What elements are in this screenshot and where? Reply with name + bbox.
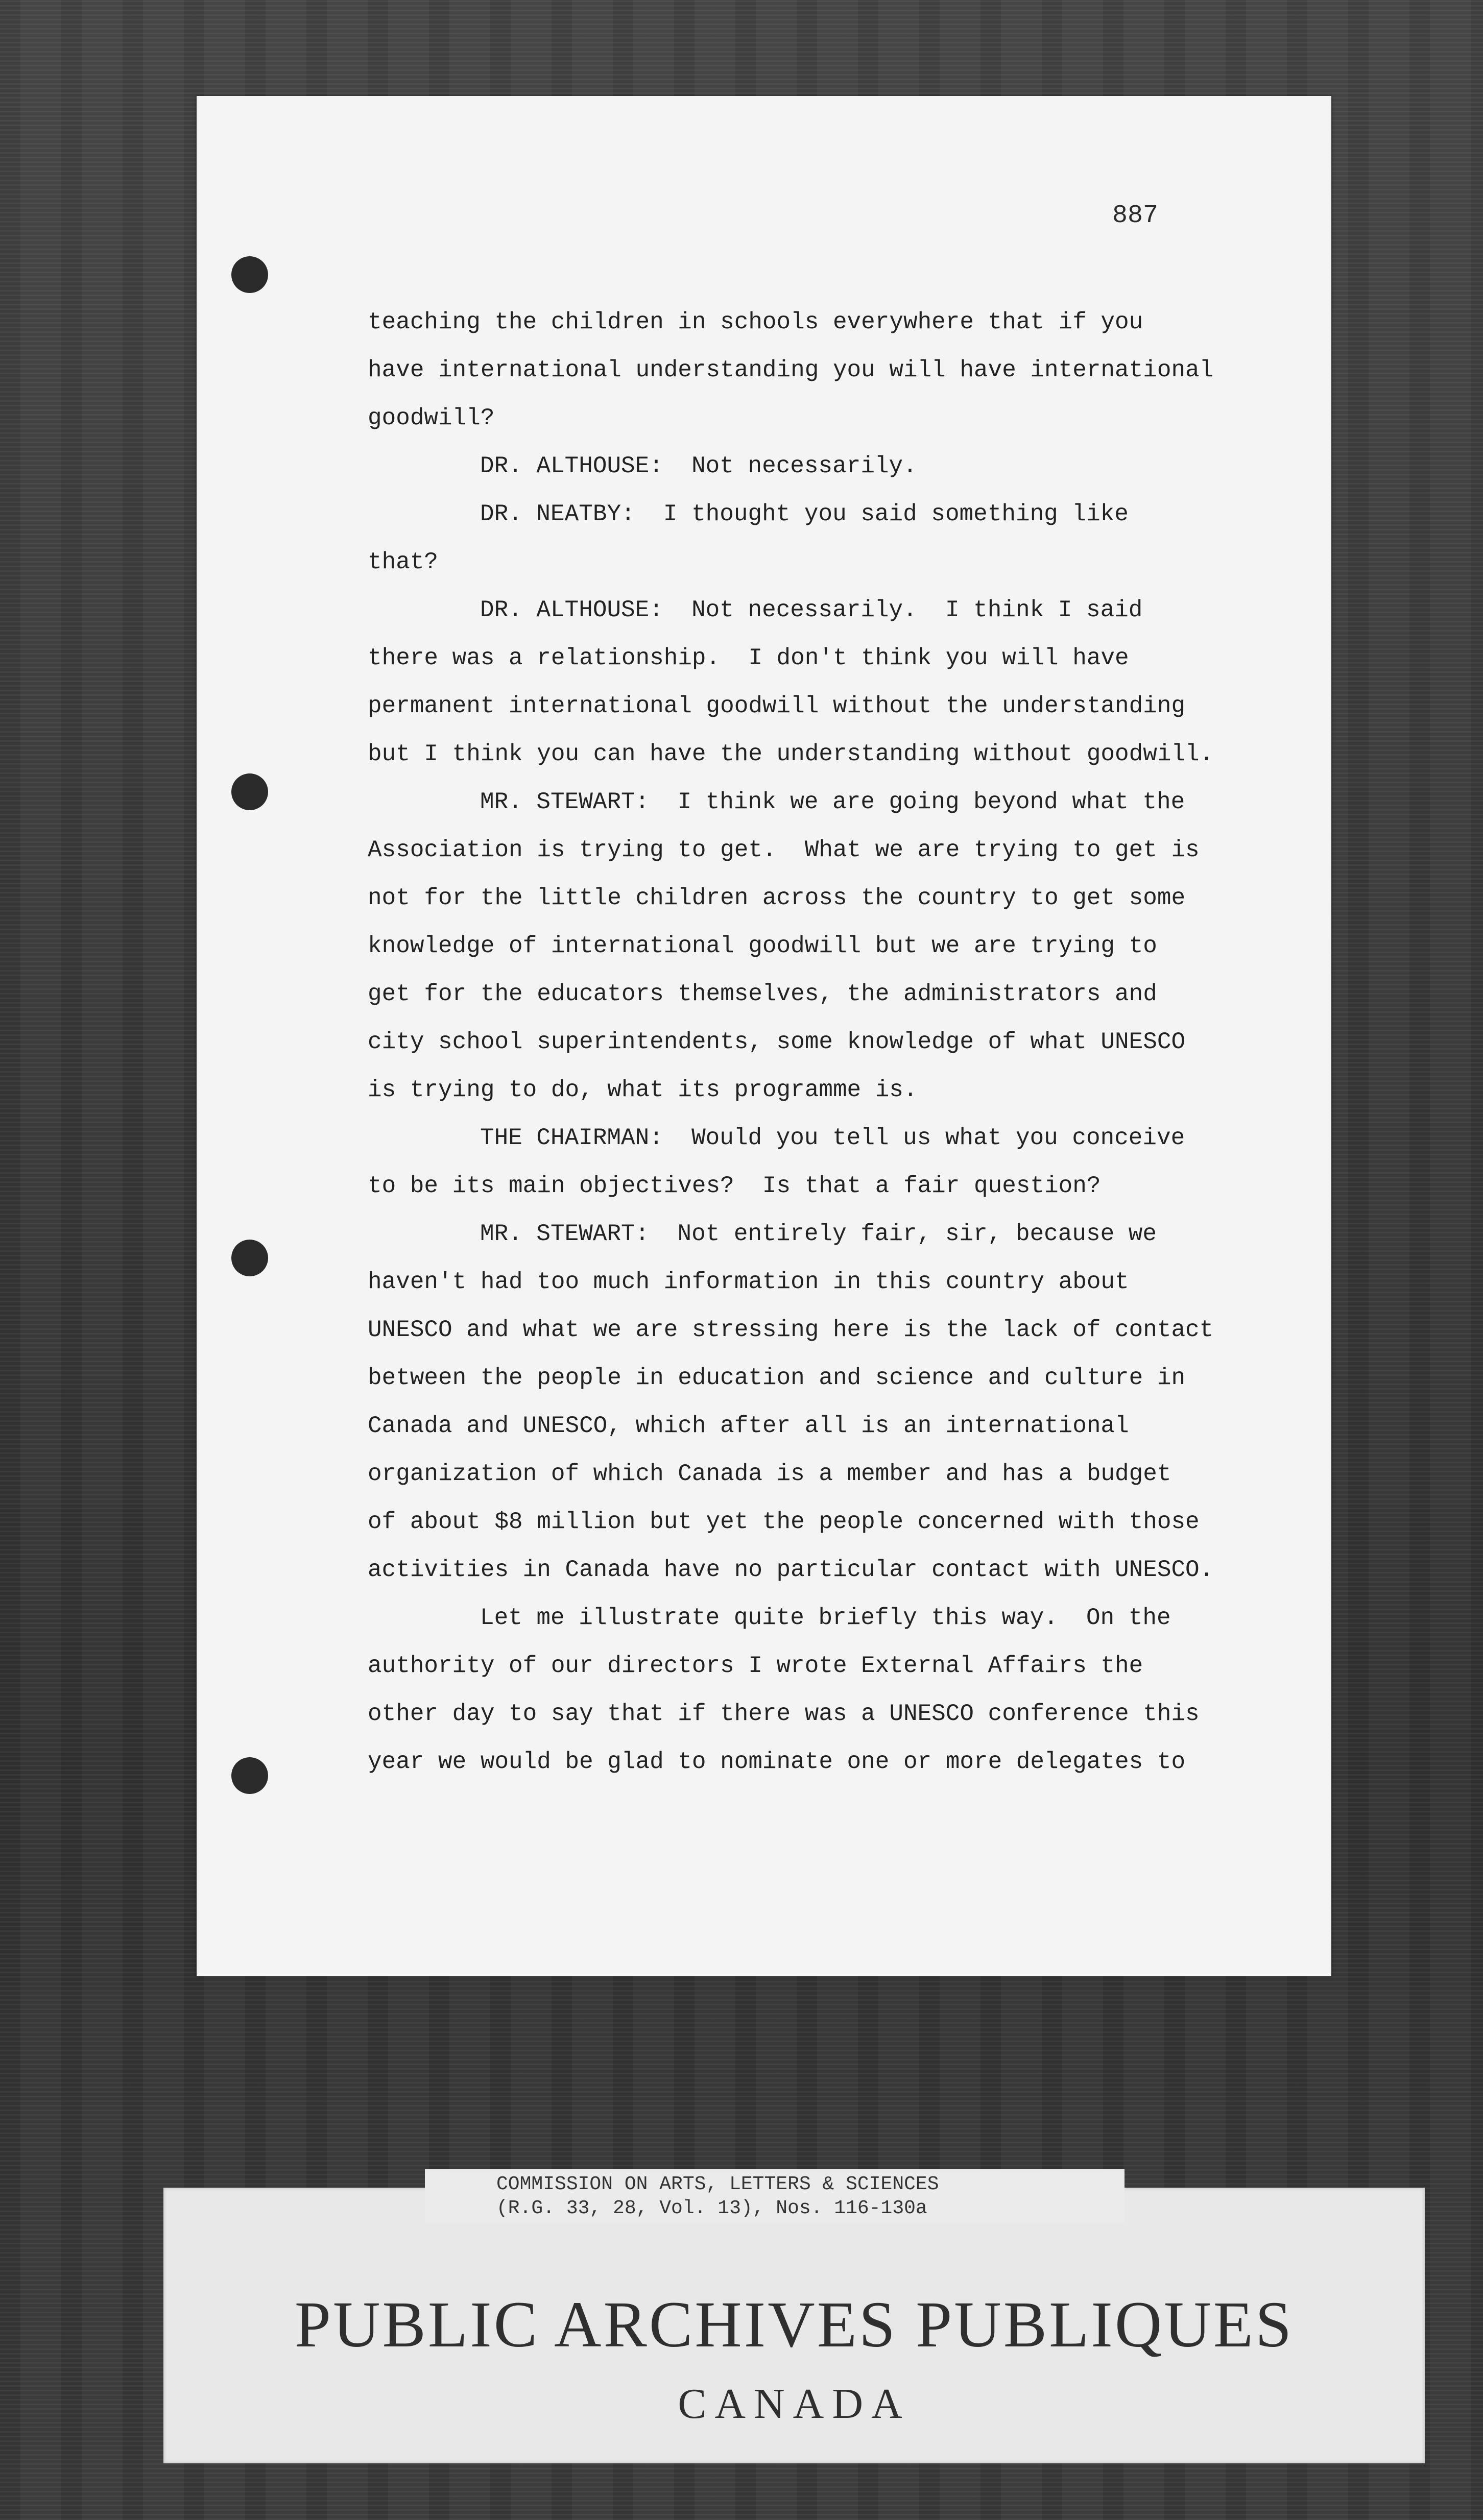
transcript-line: permanent international goodwill without the understanding [368,693,1186,719]
transcript-line: MR. STEWART: I think we are going beyond what the [480,789,1185,815]
transcript-line: goodwill? [368,405,495,431]
transcript-line: authority of our directors I wrote External Affairs the [368,1653,1143,1679]
transcript-line: UNESCO and what we are stressing here is the lack of contact [368,1317,1214,1343]
transcript-line: of about $8 million but yet the people concerned with those [368,1509,1200,1535]
transcript-line: city school superintendents, some knowledge of what UNESCO [368,1029,1186,1055]
transcript-line: Let me illustrate quite briefly this way. On the [480,1605,1171,1631]
transcript-line: MR. STEWART: Not entirely fair, sir, because we [480,1221,1157,1247]
transcript-line: but I think you can have the understanding without goodwill. [368,741,1214,767]
transcript-line: haven't had too much information in this country about [368,1269,1129,1295]
transcript-line: to be its main objectives? Is that a fair question? [368,1173,1101,1199]
archive-reference-label [425,2169,1125,2222]
transcript-line: organization of which Canada is a member and has a budget [368,1461,1171,1487]
archive-label-line-1: COMMISSION ON ARTS, LETTERS & SCIENCES [496,2173,939,2195]
transcript-line: other day to say that if there was a UNESCO conference this [368,1701,1200,1727]
page-number: 887 [1112,201,1159,230]
transcript-line: Association is trying to get. What we are trying to get is [368,837,1200,863]
transcript-line: teaching the children in schools everywhere that if you [368,309,1143,335]
punch-hole [231,256,268,293]
transcript-line: knowledge of international goodwill but we are trying to [368,933,1157,959]
transcript-line: between the people in education and science and culture in [368,1365,1186,1391]
transcript-line: get for the educators themselves, the administrators and [368,981,1157,1007]
transcript-body [368,298,1318,1786]
transcript-line: not for the little children across the country to get some [368,885,1186,911]
archives-subtitle: CANADA [678,2380,911,2428]
transcript-line: THE CHAIRMAN: Would you tell us what you conceive [480,1125,1185,1151]
archives-title: PUBLIC ARCHIVES PUBLIQUES [294,2288,1294,2361]
transcript-line: Canada and UNESCO, which after all is an international [368,1413,1129,1439]
punch-hole [231,773,268,810]
transcript-line: DR. ALTHOUSE: Not necessarily. [480,453,917,479]
punch-hole [231,1757,268,1794]
transcript-line: activities in Canada have no particular contact with UNESCO. [368,1557,1214,1583]
transcript-line: that? [368,549,439,575]
transcript-line: year we would be glad to nominate one or more delegates to [368,1749,1186,1775]
transcript-line: have international understanding you will have international [368,357,1214,383]
archives-banner [163,2188,1425,2463]
transcript-line: there was a relationship. I don't think you will have [368,645,1129,671]
transcript-line: is trying to do, what its programme is. [368,1077,918,1103]
transcript-line: DR. NEATBY: I thought you said something like [480,501,1129,527]
typed-page [197,96,1331,1976]
punch-hole [231,1240,268,1276]
archive-label-line-2: (R.G. 33, 28, Vol. 13), Nos. 116-130a [496,2197,927,2219]
transcript-line: DR. ALTHOUSE: Not necessarily. I think I said [480,597,1143,623]
